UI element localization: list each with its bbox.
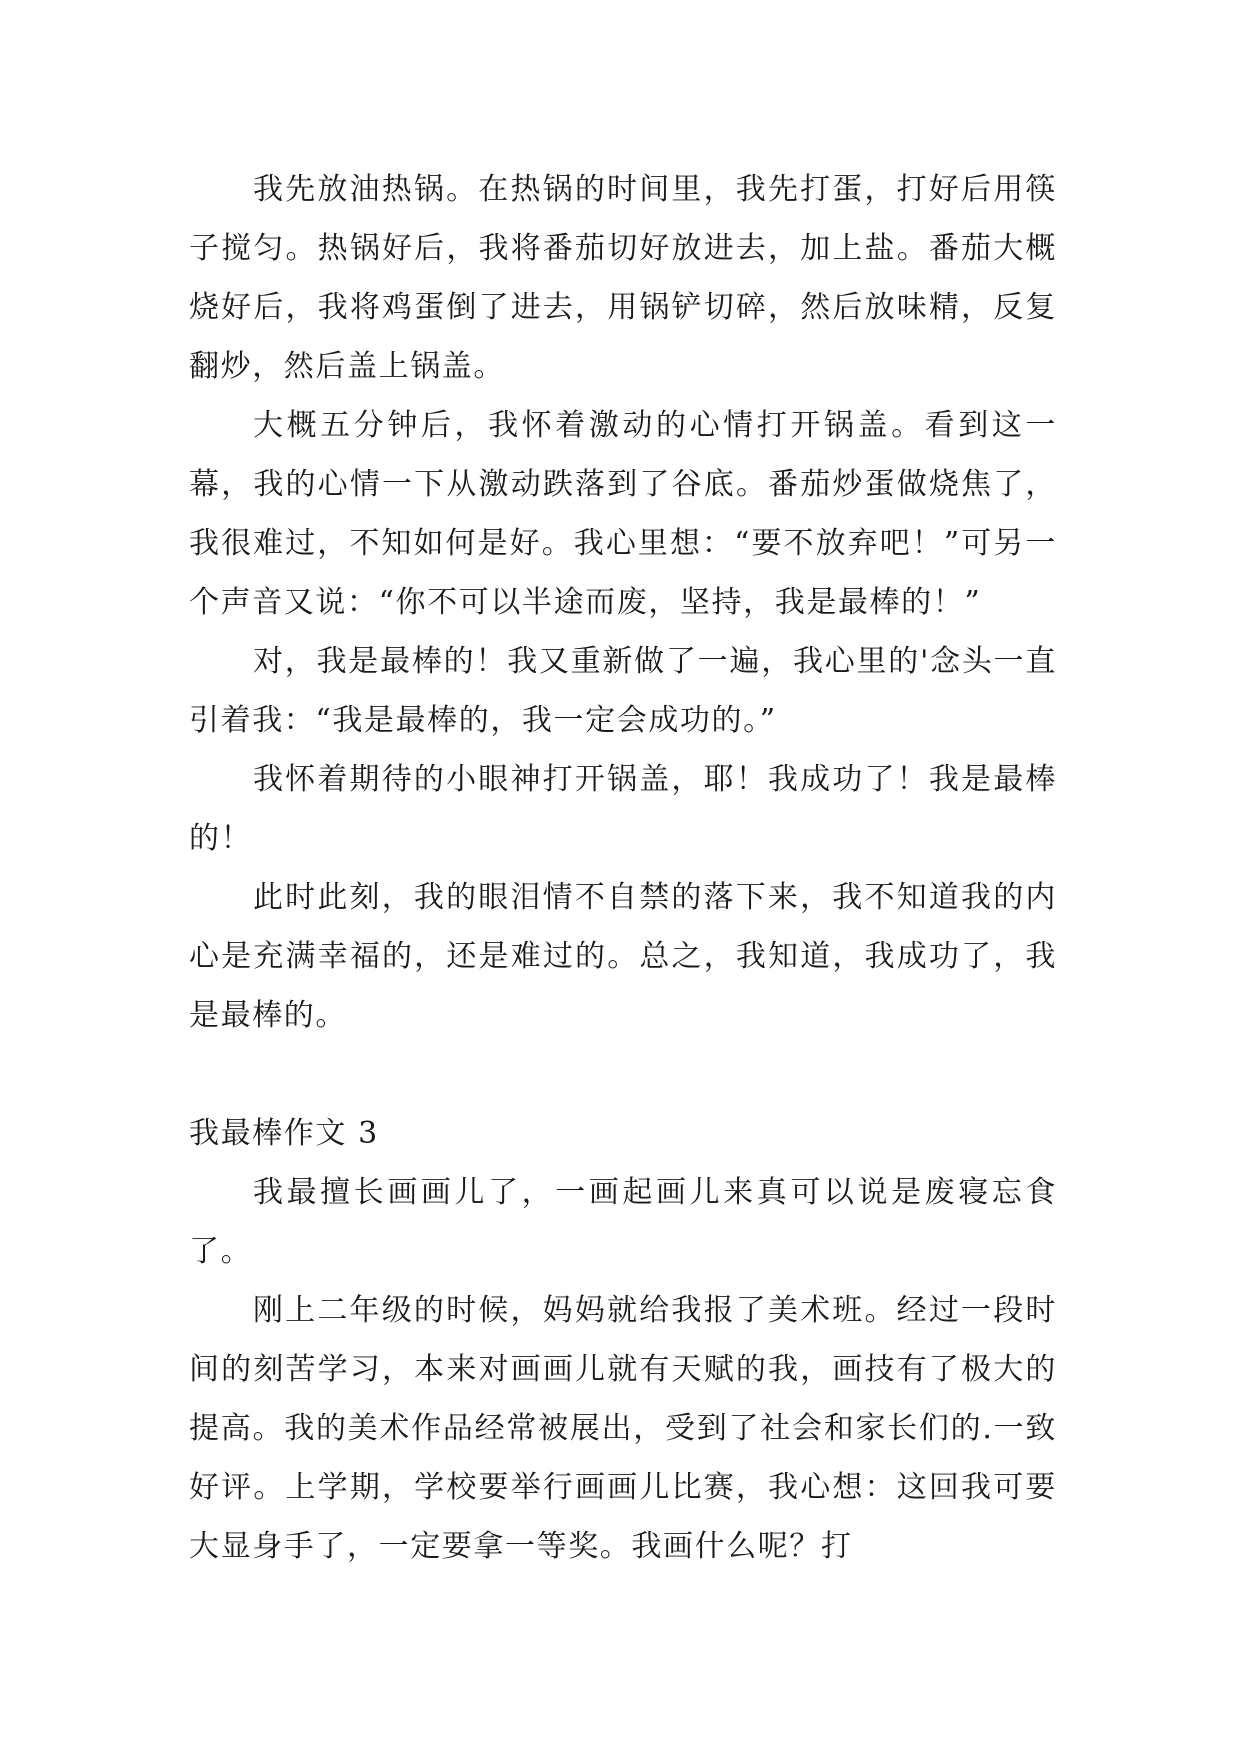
paragraph-retry: 对，我是最棒的！我又重新做了一遍，我心里的'念头一直引着我：“我是最棒的，我一定会成功的。” <box>189 644 1057 738</box>
paragraph-cooking-steps: 我先放油热锅。在热锅的时间里，我先打蛋，打好后用筷子搅匀。热锅好后，我将番茄切好放进去，加上盐。番茄大概烧好后，我将鸡蛋倒了进去，用锅铲切碎，然后放味精，反复翻炒，然后盖上锅盖。 <box>189 172 1057 384</box>
paragraph-art-class: 刚上二年级的时候，妈妈就给我报了美术班。经过一段时间的刻苦学习，本来对画画儿就有天赋的我，画技有了极大的提高。我的美术作品经常被展出，受到了社会和家长们的.一致好评。上学期，学校要举行画画儿比赛，我心想：这回我可要大显身手了，一定要拿一等奖。我画什么呢？打 <box>189 1293 1057 1564</box>
section-heading: 我最棒作文 3 <box>189 1116 379 1151</box>
paragraph-first-attempt: 大概五分钟后，我怀着激动的心情打开锅盖。看到这一幕，我的心情一下从激动跌落到了谷底。番茄炒蛋做烧焦了，我很难过，不知如何是好。我心里想：“要不放弃吧！”可另一个声音又说：“你不可以半途而废，坚持，我是最棒的！” <box>189 408 1057 620</box>
paragraph-drawing-intro: 我最擅长画画儿了，一画起画儿来真可以说是废寝忘食了。 <box>189 1175 1057 1269</box>
paragraph-reflection: 此时此刻，我的眼泪情不自禁的落下来，我不知道我的内心是充满幸福的，还是难过的。总之，我知道，我成功了，我是最棒的。 <box>189 880 1057 1033</box>
paragraph-success: 我怀着期待的小眼神打开锅盖，耶！我成功了！我是最棒的！ <box>189 762 1057 856</box>
document-body <box>189 160 1057 1576</box>
